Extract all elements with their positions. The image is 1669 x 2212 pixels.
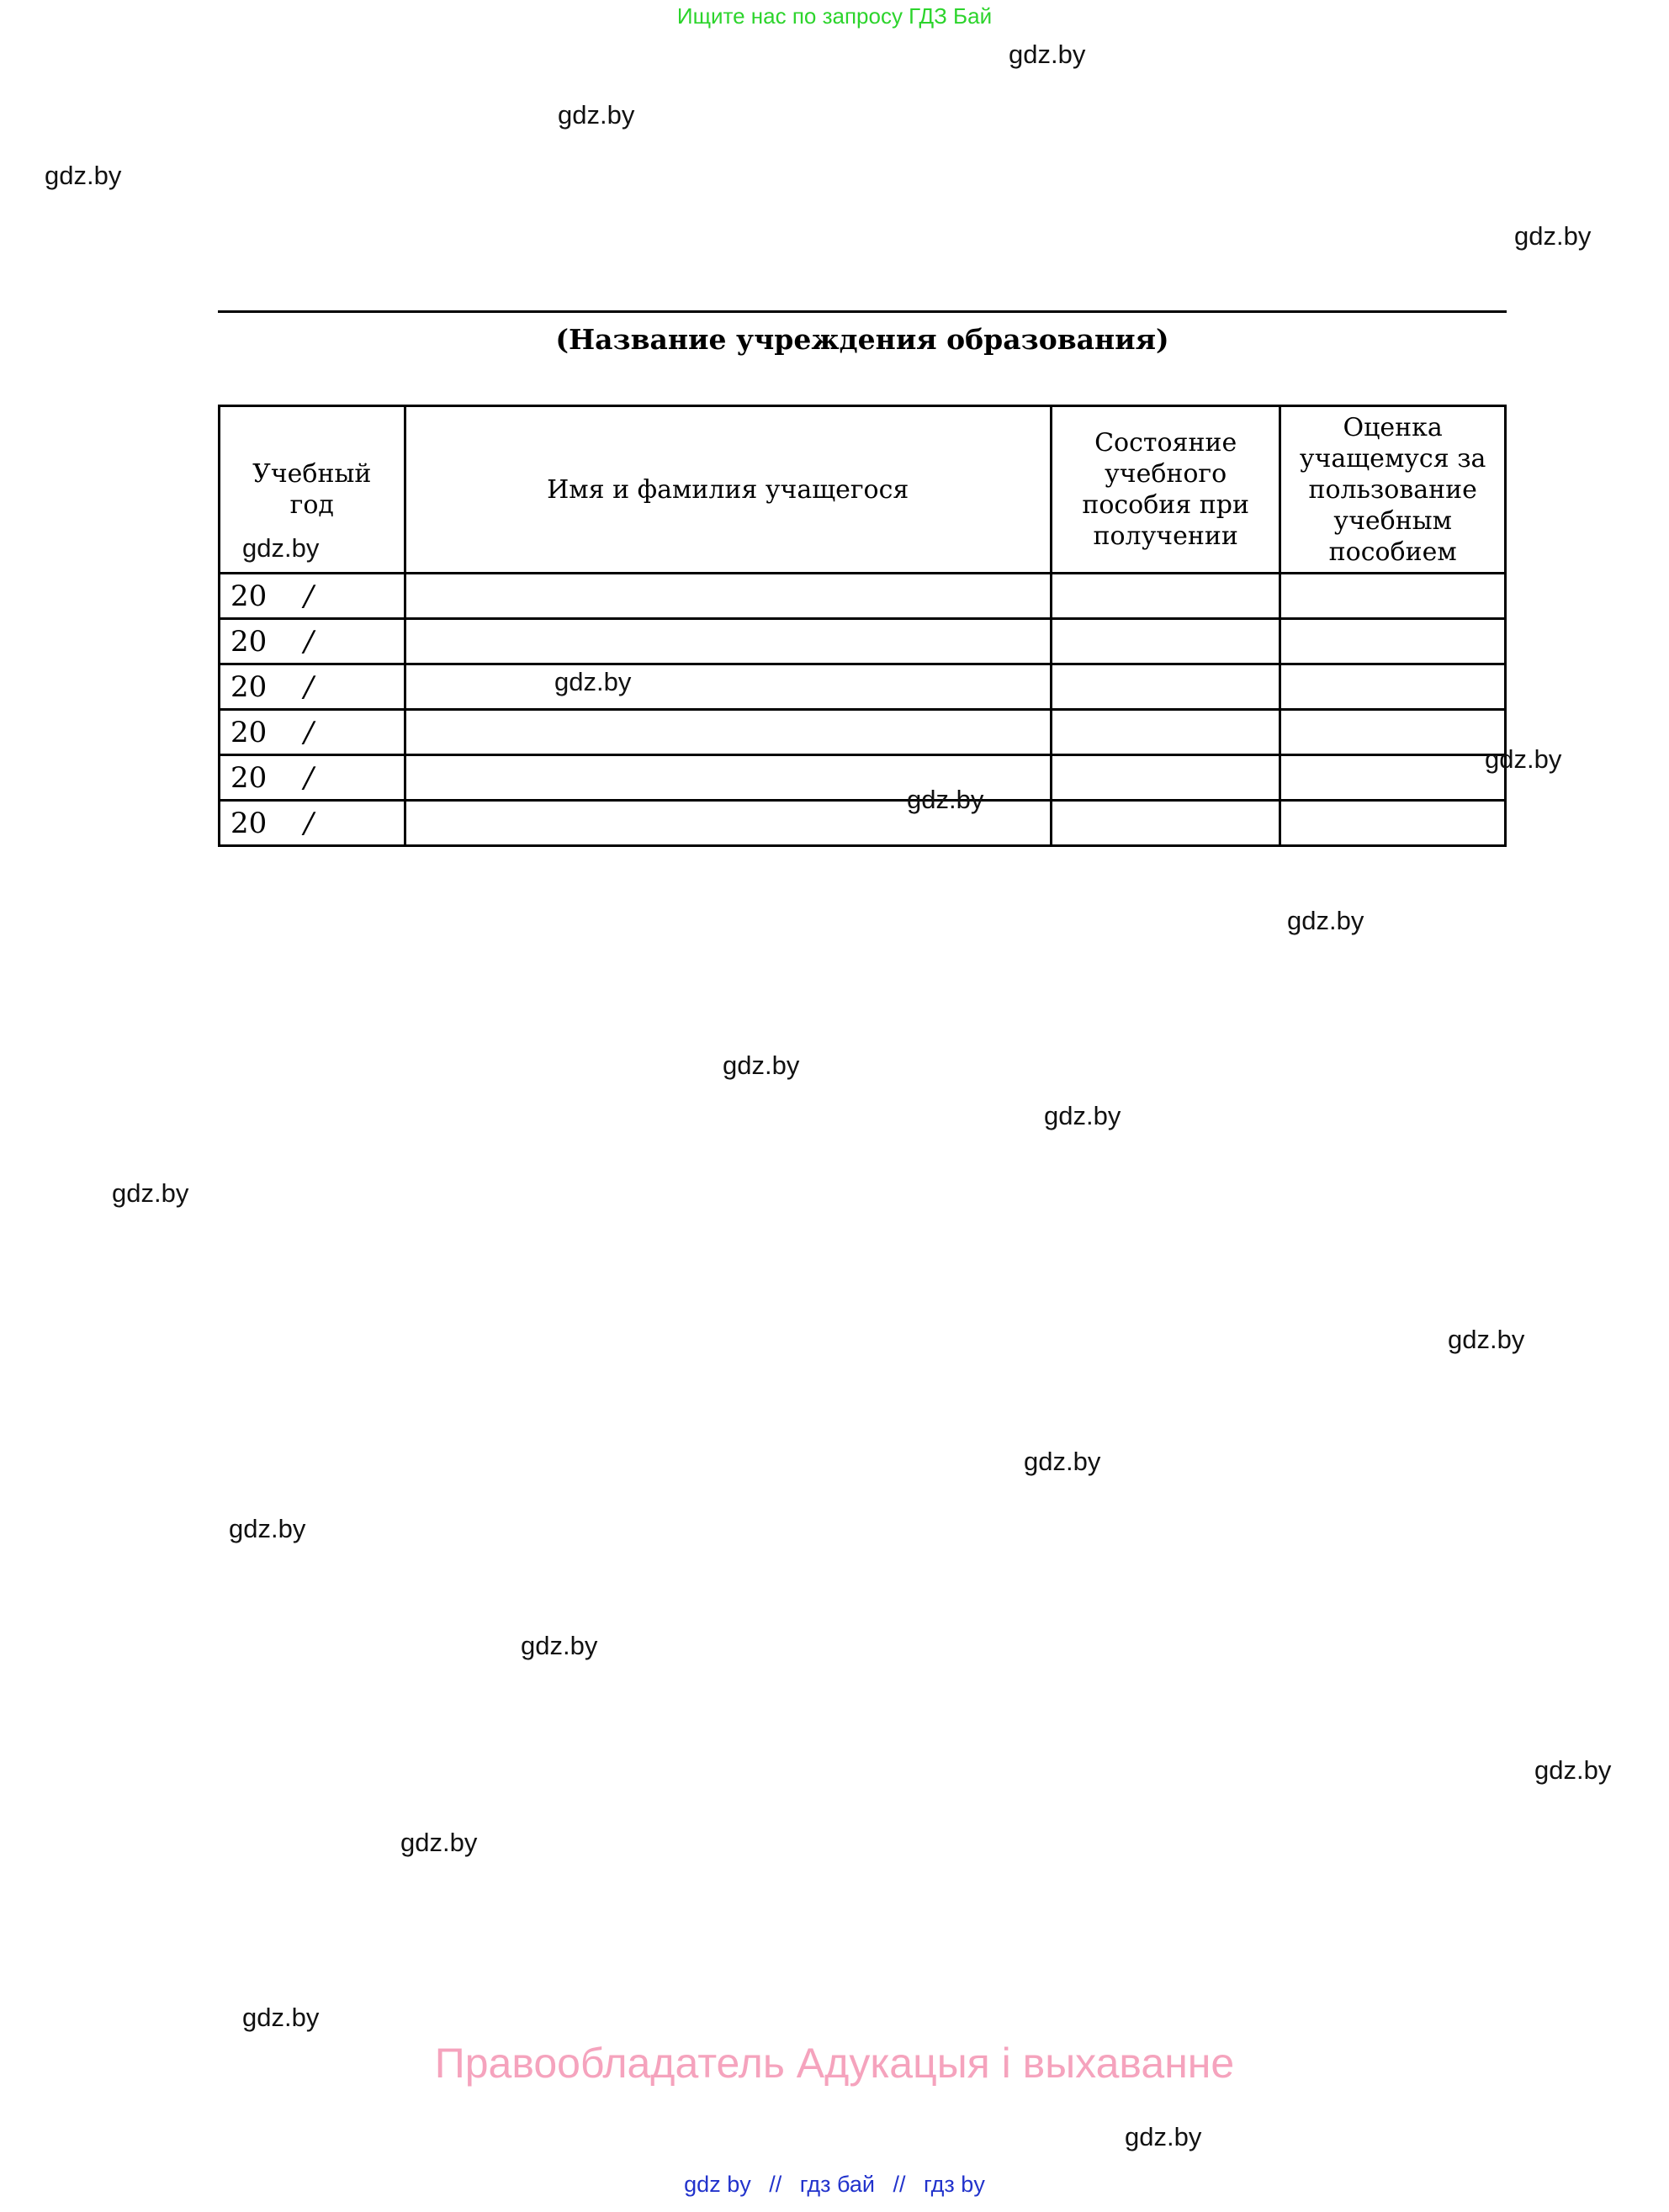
student-name-cell bbox=[405, 664, 1051, 710]
footer-link[interactable]: gdz by bbox=[684, 2172, 751, 2197]
footer-separator: // bbox=[769, 2172, 782, 2197]
watermark: gdz.by bbox=[1024, 1447, 1101, 1476]
rights-holder-notice: Правообладатель Адукацыя і выхаванне bbox=[434, 2040, 1235, 2087]
table-row bbox=[220, 619, 1506, 664]
watermark: gdz.by bbox=[521, 1631, 598, 1660]
footer-link[interactable]: гдз бай bbox=[799, 2172, 875, 2197]
watermark: gdz.by bbox=[1448, 1325, 1525, 1354]
table-header-row bbox=[220, 406, 1506, 574]
student-name-cell bbox=[405, 574, 1051, 619]
header-student-grade: Оценка учащемуся за пользование учебным пособием bbox=[1280, 406, 1506, 574]
watermark: gdz.by bbox=[1125, 2122, 1202, 2151]
top-banner[interactable]: Ищите нас по запросу ГДЗ Бай bbox=[676, 3, 993, 29]
watermark: gdz.by bbox=[554, 667, 632, 696]
student-name-cell bbox=[405, 710, 1051, 755]
footer-link[interactable]: гдз by bbox=[924, 2172, 985, 2197]
watermark: gdz.by bbox=[112, 1178, 189, 1208]
table-row bbox=[220, 574, 1506, 619]
header-student-name: Имя и фамилия учащегося bbox=[405, 406, 1051, 574]
watermark: gdz.by bbox=[1514, 221, 1592, 251]
grade-cell bbox=[1280, 710, 1506, 755]
watermark: gdz.by bbox=[242, 2003, 320, 2032]
grade-cell bbox=[1280, 619, 1506, 664]
condition-cell bbox=[1051, 755, 1280, 801]
watermark: gdz.by bbox=[1534, 1755, 1612, 1785]
institution-caption: (Название учреждения образования) bbox=[555, 323, 1169, 356]
condition-cell bbox=[1051, 801, 1280, 846]
watermark: gdz.by bbox=[558, 100, 635, 130]
table-row bbox=[220, 755, 1506, 801]
condition-cell bbox=[1051, 664, 1280, 710]
footer-links bbox=[0, 2172, 1669, 2198]
watermark: gdz.by bbox=[1485, 744, 1562, 774]
condition-cell bbox=[1051, 574, 1280, 619]
watermark: gdz.by bbox=[1009, 40, 1086, 69]
table-row bbox=[220, 710, 1506, 755]
header-textbook-condition: Состояние учебного пособия при получении bbox=[1051, 406, 1280, 574]
watermark: gdz.by bbox=[400, 1828, 478, 1857]
watermark: gdz.by bbox=[242, 533, 320, 563]
watermark: gdz.by bbox=[723, 1050, 800, 1080]
year-cell: 20 / bbox=[220, 574, 405, 619]
table-row bbox=[220, 801, 1506, 846]
year-cell: 20 / bbox=[220, 619, 405, 664]
year-cell: 20 / bbox=[220, 755, 405, 801]
year-cell: 20 / bbox=[220, 710, 405, 755]
watermark: gdz.by bbox=[1287, 906, 1364, 935]
watermark: gdz.by bbox=[1044, 1101, 1121, 1130]
year-cell: 20 / bbox=[220, 801, 405, 846]
grade-cell bbox=[1280, 664, 1506, 710]
institution-name-line bbox=[218, 310, 1507, 313]
year-cell: 20 / bbox=[220, 664, 405, 710]
condition-cell bbox=[1051, 619, 1280, 664]
footer-separator: // bbox=[893, 2172, 906, 2197]
condition-cell bbox=[1051, 710, 1280, 755]
textbook-register-table bbox=[218, 405, 1507, 847]
student-name-cell bbox=[405, 619, 1051, 664]
header-school-year: Учебный год bbox=[220, 406, 405, 574]
grade-cell bbox=[1280, 755, 1506, 801]
watermark: gdz.by bbox=[229, 1514, 306, 1543]
grade-cell bbox=[1280, 801, 1506, 846]
grade-cell bbox=[1280, 574, 1506, 619]
table-row bbox=[220, 664, 1506, 710]
watermark: gdz.by bbox=[907, 785, 984, 814]
watermark: gdz.by bbox=[45, 161, 122, 190]
